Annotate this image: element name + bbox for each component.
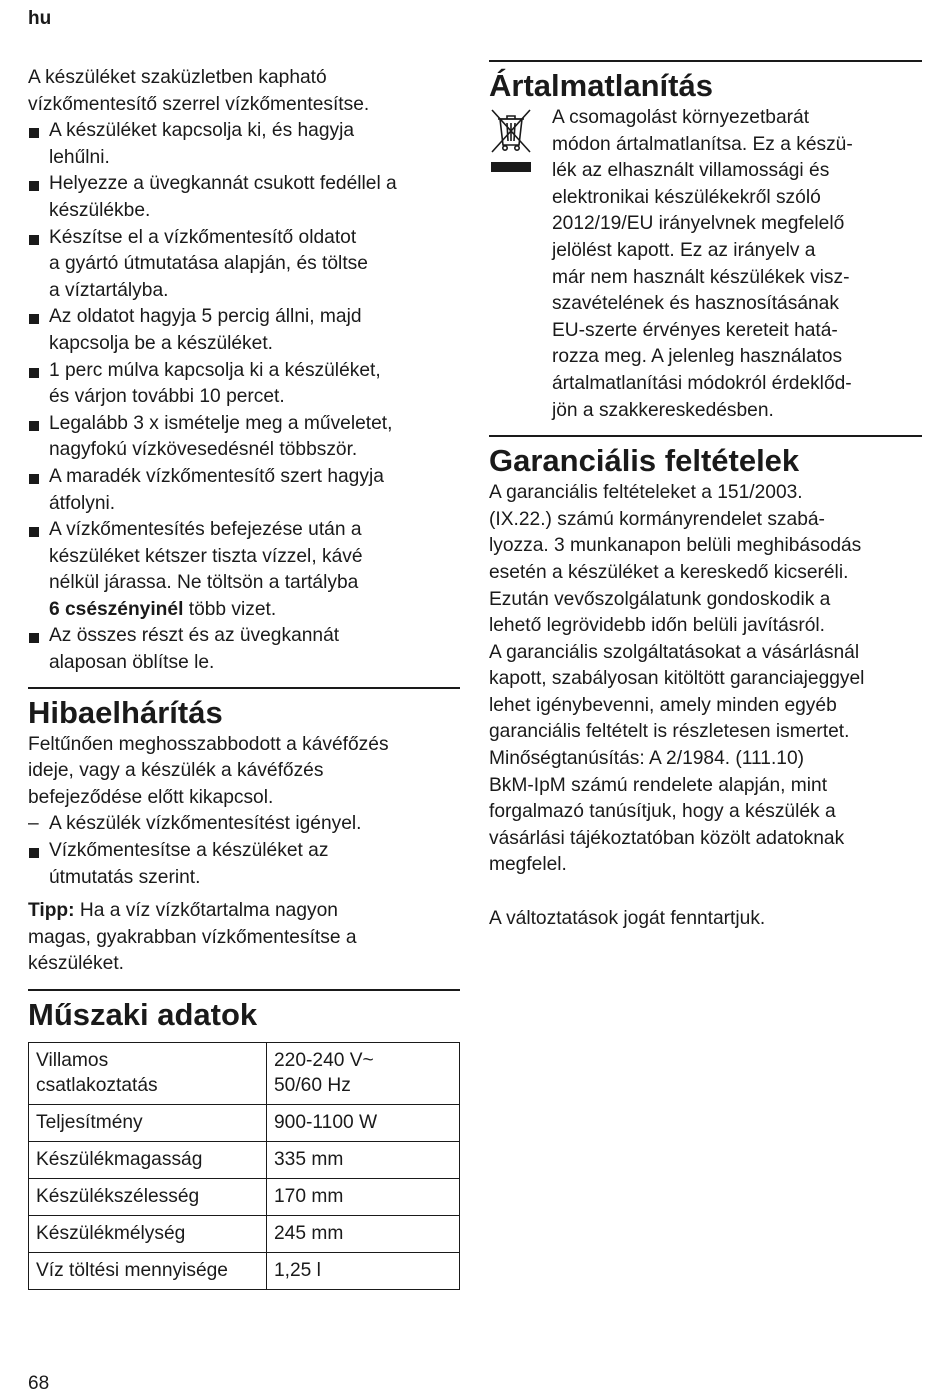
spec-value-line: 220-240 V~ bbox=[274, 1050, 374, 1071]
disposal-line: EU-szerte érvényes kereteit hatá- bbox=[552, 319, 838, 341]
step-line: lehűlni. bbox=[49, 146, 110, 168]
disposal-text bbox=[552, 105, 922, 424]
table-row bbox=[29, 1142, 460, 1179]
page-number: 68 bbox=[28, 1373, 50, 1394]
square-bullet-icon bbox=[29, 633, 39, 643]
spec-label-line: Villamos bbox=[36, 1050, 109, 1071]
disposal-block bbox=[489, 105, 922, 424]
disposal-line: ártalmatlanítási módokról érdeklőd- bbox=[552, 372, 852, 394]
list-item bbox=[28, 623, 460, 676]
step-line: a víztartályba. bbox=[49, 279, 169, 301]
step-line-tail: több vizet. bbox=[183, 598, 277, 620]
step-line: Készítse el a vízkőmentesítő oldatot bbox=[49, 226, 357, 248]
step-line: Az oldatot hagyja 5 percig állni, majd bbox=[49, 306, 362, 328]
language-code: hu bbox=[28, 8, 52, 29]
table-row bbox=[29, 1253, 460, 1290]
remedy-line: útmutatás szerint. bbox=[49, 866, 201, 888]
warranty-line: esetén a készüléket a kereskedő kicseréli. bbox=[489, 561, 849, 583]
step-line: Helyezze a üvegkannát csukott fedéllel a bbox=[49, 173, 397, 195]
square-bullet-icon bbox=[29, 235, 39, 245]
descaling-intro bbox=[28, 65, 460, 118]
step-line: Legalább 3 x ismételje meg a műveletet, bbox=[49, 412, 393, 434]
step-line-bold bbox=[49, 597, 460, 624]
disposal-line: jön a szakkereskedésben. bbox=[552, 399, 774, 421]
list-item bbox=[28, 838, 460, 891]
step-line: A vízkőmentesítés befejezése után a bbox=[49, 519, 362, 541]
spec-value: 335 mm bbox=[267, 1142, 460, 1179]
warranty-line: BkM-IpM számú rendelete alapján, mint bbox=[489, 774, 828, 796]
spec-label: Víz töltési mennyisége bbox=[29, 1253, 267, 1290]
warranty-line: (IX.22.) számú kormányrendelet szabá- bbox=[489, 508, 825, 530]
right-column bbox=[489, 60, 922, 932]
list-item bbox=[28, 411, 460, 464]
tip-paragraph bbox=[28, 898, 460, 978]
list-item bbox=[28, 171, 460, 224]
table-row bbox=[29, 1179, 460, 1216]
warranty-line: vásárlási tájékoztatóban közölt adatoknak bbox=[489, 827, 845, 849]
list-item bbox=[28, 225, 460, 305]
remedy-line: Vízkőmentesítse a készüléket az bbox=[49, 840, 329, 862]
specs-table bbox=[28, 1042, 460, 1290]
intro-line: vízkőmentesítő szerrel vízkőmentesítse. bbox=[28, 93, 370, 115]
list-item bbox=[28, 358, 460, 411]
cause-text: A készülék vízkőmentesítést igényel. bbox=[49, 813, 362, 835]
paragraph-spacer bbox=[489, 879, 922, 906]
list-item bbox=[28, 118, 460, 171]
cup-limit-emphasis: 6 csészényinél bbox=[49, 598, 184, 620]
list-item bbox=[28, 464, 460, 517]
disposal-line: már nem használt készülékek visz- bbox=[552, 266, 850, 288]
warranty-line: lyozza. 3 munkanapon belüli meghibásodás bbox=[489, 535, 862, 557]
spec-label bbox=[29, 1043, 267, 1105]
warranty-line: kapott, szabályosan kitöltött garanciajeggyel bbox=[489, 668, 865, 690]
step-line: 1 perc múlva kapcsolja ki a készüléket, bbox=[49, 359, 381, 381]
step-line: és várjon további 10 percet. bbox=[49, 386, 285, 408]
problem-line: befejeződése előtt kikapcsol. bbox=[28, 786, 274, 808]
step-line: alaposan öblítse le. bbox=[49, 652, 215, 674]
tip-line: magas, gyakrabban vízkőmentesítse a bbox=[28, 926, 357, 948]
square-bullet-icon bbox=[29, 848, 39, 858]
tip-label: Tipp: bbox=[28, 900, 75, 922]
disposal-line: szavételének és hasznosításának bbox=[552, 293, 839, 315]
spec-value-line: 50/60 Hz bbox=[274, 1075, 351, 1096]
intro-line: A készüléket szaküzletben kapható bbox=[28, 67, 327, 88]
warranty-line: Ezután vevőszolgálatunk gondoskodik a bbox=[489, 588, 831, 610]
disposal-line: 2012/19/EU irányelvnek megfelelő bbox=[552, 213, 845, 235]
changes-reserved-note: A változtatások jogát fenntartjuk. bbox=[489, 907, 766, 929]
step-line: A készüléket kapcsolja ki, és hagyja bbox=[49, 120, 355, 142]
square-bullet-icon bbox=[29, 421, 39, 431]
warranty-line: megfelel. bbox=[489, 854, 567, 876]
table-row bbox=[29, 1216, 460, 1253]
troubleshooting-list bbox=[28, 811, 460, 891]
disposal-line: rozza meg. A jelenleg használatos bbox=[552, 346, 843, 368]
warranty-line: A garanciális szolgáltatásokat a vásárlásnál bbox=[489, 641, 860, 663]
disposal-heading: Ártalmatlanítás bbox=[489, 60, 922, 105]
table-row bbox=[29, 1043, 460, 1105]
step-line: a gyártó útmutatása alapján, és töltse bbox=[49, 253, 368, 275]
warranty-heading: Garanciális feltételek bbox=[489, 435, 922, 480]
square-bullet-icon bbox=[29, 314, 39, 324]
troubleshooting-problem bbox=[28, 732, 460, 812]
square-bullet-icon bbox=[29, 368, 39, 378]
warranty-line: Minőségtanúsítás: A 2/1984. (111.10) bbox=[489, 748, 805, 770]
spec-label: Teljesítmény bbox=[29, 1105, 267, 1142]
spec-label: Készülékszélesség bbox=[29, 1179, 267, 1216]
step-line: nélkül járassa. Ne töltsön a tartályba bbox=[49, 572, 359, 594]
disposal-line: A csomagolást környezetbarát bbox=[552, 107, 810, 128]
disposal-line: módon ártalmatlanítsa. Ez a készü- bbox=[552, 133, 853, 155]
technical-data-heading: Műszaki adatok bbox=[28, 989, 460, 1034]
step-line: kapcsolja be a készüléket. bbox=[49, 332, 273, 354]
square-bullet-icon bbox=[29, 474, 39, 484]
disposal-line: elektronikai készülékekről szóló bbox=[552, 186, 821, 208]
step-line: A maradék vízkőmentesítő szert hagyja bbox=[49, 465, 384, 487]
tip-text: Ha a víz vízkőtartalma nagyon bbox=[74, 900, 338, 922]
spec-label: Készülékmélység bbox=[29, 1216, 267, 1253]
spec-value: 170 mm bbox=[267, 1179, 460, 1216]
troubleshooting-heading: Hibaelhárítás bbox=[28, 687, 460, 732]
spec-value: 1,25 l bbox=[267, 1253, 460, 1290]
dash-bullet: – bbox=[28, 813, 39, 835]
square-bullet-icon bbox=[29, 527, 39, 537]
spec-label-line: csatlakoztatás bbox=[36, 1075, 158, 1096]
tip-line bbox=[28, 898, 460, 925]
list-item bbox=[28, 811, 460, 838]
list-item bbox=[28, 517, 460, 623]
spec-value: 900-1100 W bbox=[267, 1105, 460, 1142]
square-bullet-icon bbox=[29, 181, 39, 191]
square-bullet-icon bbox=[29, 128, 39, 138]
step-line: Az összes részt és az üvegkannát bbox=[49, 625, 340, 647]
warranty-text bbox=[489, 480, 922, 879]
spec-value bbox=[267, 1043, 460, 1105]
descaling-steps bbox=[28, 118, 460, 676]
problem-line: ideje, vagy a készülék a kávéfőzés bbox=[28, 760, 324, 782]
table-row bbox=[29, 1105, 460, 1142]
problem-line: Feltűnően meghosszabbodott a kávéfőzés bbox=[28, 733, 389, 755]
step-line: készüléket kétszer tiszta vízzel, kávé bbox=[49, 545, 363, 567]
disposal-line: jelölést kapott. Ez az irányelv a bbox=[552, 239, 816, 261]
left-column bbox=[28, 60, 460, 1290]
spec-label: Készülékmagasság bbox=[29, 1142, 267, 1179]
warranty-line: lehet igénybevenni, amely minden egyéb bbox=[489, 694, 837, 716]
warranty-line: garanciális feltételt is részletesen ismertet. bbox=[489, 721, 850, 743]
warranty-line: A garanciális feltételeket a 151/2003. bbox=[489, 482, 803, 504]
crossed-out-wheelie-bin-icon bbox=[489, 107, 533, 177]
list-item bbox=[28, 304, 460, 357]
step-line: átfolyni. bbox=[49, 492, 116, 514]
warranty-line: lehető legrövidebb időn belüli javításról. bbox=[489, 615, 825, 637]
step-line: nagyfokú vízkövesedésnél többször. bbox=[49, 439, 358, 461]
tip-line: készüléket. bbox=[28, 953, 124, 975]
spec-value: 245 mm bbox=[267, 1216, 460, 1253]
step-line: készülékbe. bbox=[49, 199, 151, 221]
disposal-line: lék az elhasznált villamossági és bbox=[552, 160, 830, 182]
warranty-line: forgalmazó tanúsítjuk, hogy a készülék a bbox=[489, 801, 836, 823]
